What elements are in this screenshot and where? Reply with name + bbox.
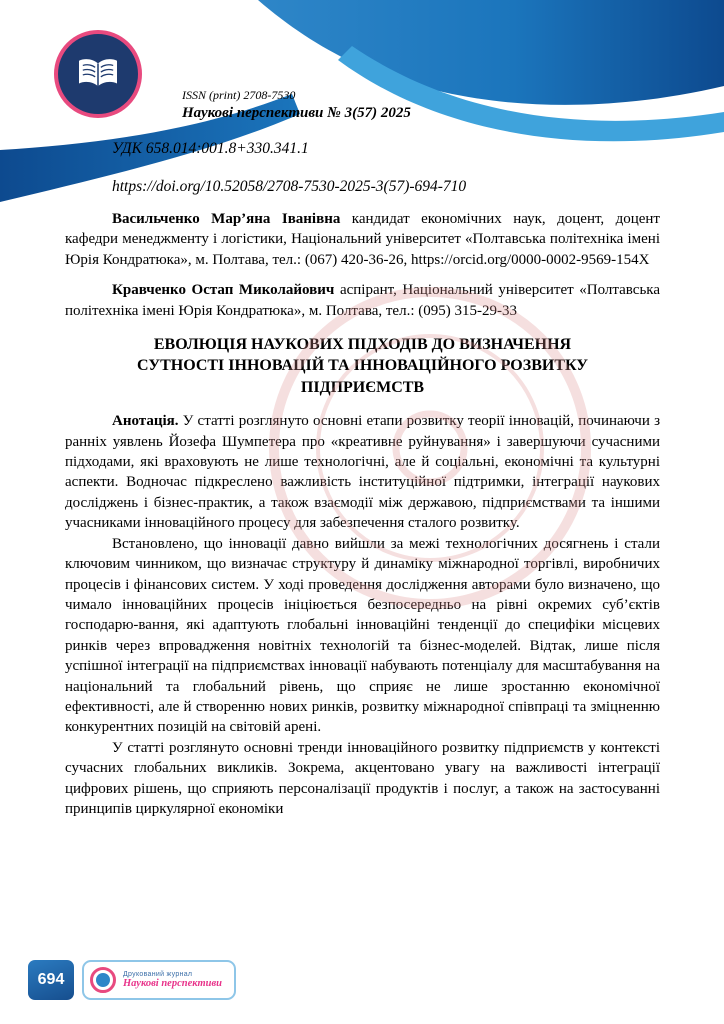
journal-imprint-text — [123, 971, 222, 989]
abstract-label: Анотація. — [112, 413, 179, 430]
doi-link[interactable]: https://doi.org/10.52058/2708-7530-2025-3(57)-694-710 — [112, 178, 467, 195]
article-title: ЕВОЛЮЦІЯ НАУКОВИХ ПІДХОДІВ ДО ВИЗНАЧЕННЯ СУТНОСТІ ІННОВАЦІЙ ТА ІННОВАЦІЙНОГО РОЗВИТКУ ПІДПРИЄМСТВ — [136, 336, 589, 396]
imprint-line-2: Наукові перспективи — [123, 978, 222, 989]
udc-code: УДК 658.014:001.8+330.341.1 — [112, 140, 309, 157]
abstract-text-1: У статті розглянуто основні етапи розвитку теорії інновацій, починаючи з ранніх уявлень Йозефа Шумпетера про «креативне руйнування» і завершуючи сучасними підходами, які враховують не лише технологічні, але й соціальні, економічні та культурні аспекти. Водночас підкреслено важливість інституційної підтримки, інтеграції наукових досліджень і бізнес-практик, а також взаємодії між державою, підприємствами та іншими учасниками інноваційного процесу для забезпечення сталого розвитку. — [65, 413, 660, 532]
imprint-line-1: Друкований журнал — [123, 971, 193, 978]
abstract-paragraph-1 — [65, 411, 660, 533]
article-body — [0, 140, 724, 819]
issn-label: ISSN (print) 2708-7530 — [182, 88, 296, 102]
author-details-1: кандидат економічних наук, доцент, доцент кафедри менеджменту і логістики, Національний університет «Полтавська політехніка імені Юрія Кондратюка», м. Полтава, тел.: (067) 420-36-26, https://orcid.org/0000-0002-9569-154X — [65, 211, 660, 268]
open-book-icon — [75, 55, 121, 93]
author-name-1: Васильченко Мар’яна Іванівна — [112, 211, 352, 227]
journal-logo — [54, 30, 142, 118]
author-details-2: аспірант, Національний університет «Полтавська політехніка імені Юрія Кондратюка», м. Полтава, тел.: (095) 315-29-33 — [65, 282, 660, 319]
journal-mini-logo-icon — [90, 967, 116, 993]
journal-imprint — [82, 960, 236, 1000]
abstract-paragraph-3: У статті розглянуто основні тренди інноваційного розвитку підприємств у контексті сучасних глобальних викликів. Зокрема, акцентовано увагу на важливості інтеграції цифрових рішень, що сприяють персоналізації продуктів і послуг, а також на застосуванні принципів циркулярної економіки — [65, 739, 660, 817]
page-footer — [28, 960, 236, 1000]
abstract-paragraph-2: Встановлено, що інновації давно вийшли за межі технологічних досягнень і стали ключовим чинником, що визначає структуру й динаміку міжнародної торгівлі, виробничих процесів і фінансових систем. У ході проведення дослідження авторами було визначено, що чимало інноваційних процесів ініціюється безпосередньо на рівні окремих суб’єктів господарю-вання, які адаптують глобальні інноваційні тенденції до специфіки місцевих ринків через впровадження новітніх технологій та бізнес-моделей. Відтак, лише після успішної інтеграції на підприємствах інновації набувають потенціалу для масштабування на національний та глобальний рівень, що сприяє не лише зростанню економічної ефективності, але й створенню нових ринків, розвитку міжнародної співпраці та зміцненню конкурентних позицій на світовій арені. — [65, 535, 660, 736]
author-name-2: Кравченко Остап Миколайович — [112, 282, 340, 299]
author-block-2 — [65, 280, 660, 321]
author-block-1 — [65, 209, 660, 270]
journal-header-text — [182, 88, 411, 122]
page-number-badge: 694 — [28, 960, 74, 1000]
journal-name: Наукові перспективи № 3(57) 2025 — [182, 105, 411, 121]
